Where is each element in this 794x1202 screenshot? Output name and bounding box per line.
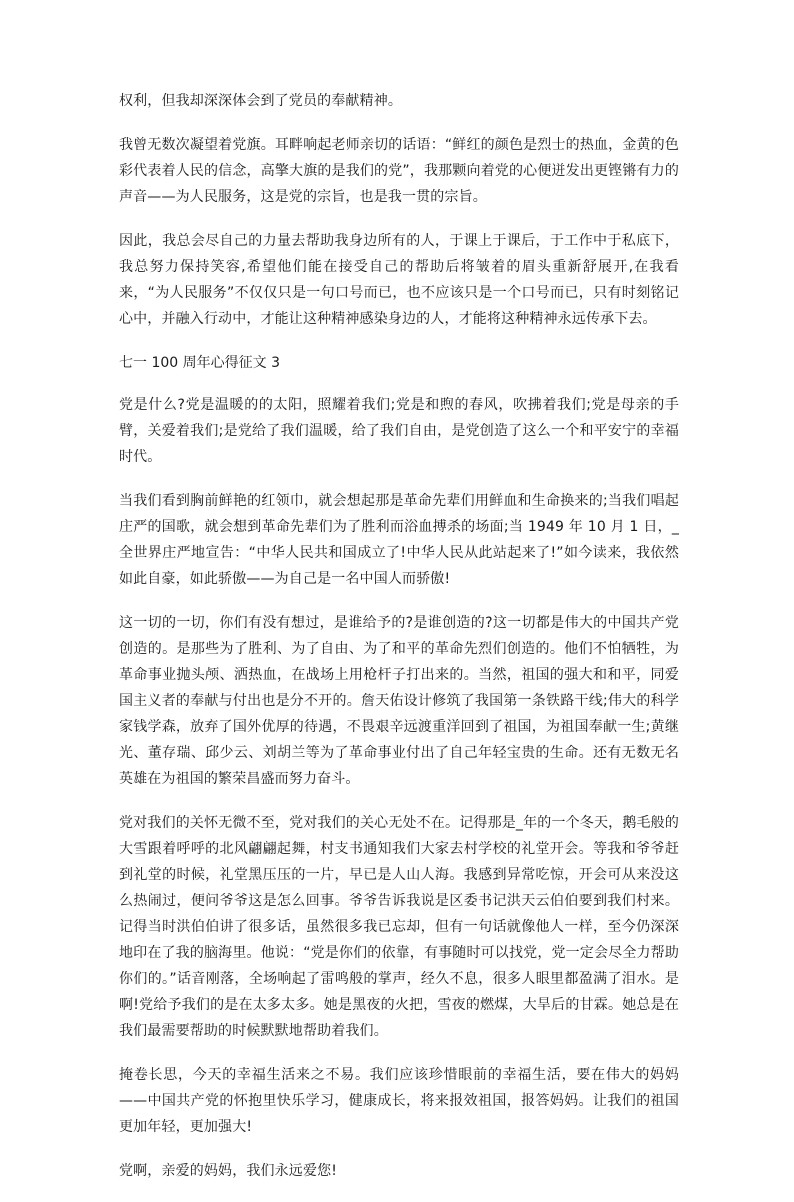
paragraph: 因此，我总会尽自己的力量去帮助我身边所有的人，于课上于课后，于工作中于私底下，我总努力保持笑容,希望他们能在接受自己的帮助后将皱着的眉头重新舒展开,在我看来，“为人民服务”不仅仅只是一句口号而已，也不应该只是一个口号而已，只有时刻铭记心中，并融入行动中，才能让这种精神感染身边的人，才能将这种精神永远传承下去。 (119, 233, 679, 327)
paragraph: 我曾无数次凝望着党旗。耳畔响起老师亲切的话语：“鲜红的颜色是烈士的热血，金黄的色彩代表着人民的信念，高擎大旗的是我们的党”，我那颗向着党的心便迸发出更铿锵有力的声音——为人民服务，这是党的宗旨，也是我一贯的宗旨。 (119, 137, 679, 205)
paragraph: 当我们看到胸前鲜艳的红领巾，就会想起那是革命先辈们用鲜血和生命换来的;当我们唱起庄严的国歌，就会想到革命先辈们为了胜利而浴血搏杀的场面;当 1949 年 10 月 1 日，_全世界庄严地宣告：“中华人民共和国成立了!中华人民从此站起来了!”如今读来，我依然如此自豪，如此骄傲——为自己是一名中国人而骄傲! (119, 493, 679, 587)
paragraph: 党啊，亲爱的妈妈，我们永远爱您! (119, 1163, 338, 1179)
document-body (119, 88, 679, 1202)
paragraph: 这一切的一切，你们有没有想过，是谁给予的?是谁创造的?这一切都是伟大的中国共产党创造的。是那些为了胜利、为了自由、为了和平的革命先烈们创造的。他们不怕牺牲，为革命事业抛头颅、洒热血，在战场上用枪杆子打出来的。当然，祖国的强大和和平，同爱国主义者的奉献与付出也是分不开的。詹天佑设计修筑了我国第一条铁路干线;伟大的科学家钱学森，放弃了国外优厚的待遇，不畏艰辛远渡重洋回到了祖国，为祖国奉献一生;黄继光、董存瑞、邱少云、刘胡兰等为了革命事业付出了自己年轻宝贵的生命。还有无数无名英雄在为祖国的繁荣昌盛而努力奋斗。 (119, 615, 679, 787)
paragraph: 党对我们的关怀无微不至，党对我们的关心无处不在。记得那是_年的一个冬天，鹅毛般的大雪跟着呼呼的北风翩翩起舞，村支书通知我们大家去村学校的礼堂开会。等我和爷爷赶到礼堂的时候，礼堂黑压压的一片，早已是人山人海。我感到异常吃惊，开会可从来没这么热闹过，便问爷爷这是怎么回事。爷爷告诉我说是区委书记洪天云伯伯要到我们村来。记得当时洪伯伯讲了很多话，虽然很多我已忘却，但有一句话就像他人一样，至今仍深深地印在了我的脑海里。他说：“党是你们的依靠，有事随时可以找党，党一定会尽全力帮助你们的。”话音刚落，全场响起了雷鸣般的掌声，经久不息，很多人眼里都盈满了泪水。是啊!党给予我们的是在太多太多。她是黑夜的火把，雪夜的燃煤，大旱后的甘霖。她总是在我们最需要帮助的时候默默地帮助着我们。 (119, 815, 679, 1039)
paragraph: 掩卷长思，今天的幸福生活来之不易。我们应该珍惜眼前的幸福生活，要在伟大的妈妈——中国共产党的怀抱里快乐学习，健康成长，将来报效祖国，报答妈妈。让我们的祖国更加年轻，更加强大! (119, 1067, 679, 1135)
section-title: 七一 100 周年心得征文 3 (119, 355, 280, 371)
paragraph: 党是什么?党是温暖的的太阳，照耀着我们;党是和煦的春风，吹拂着我们;党是母亲的手臂，关爱着我们;是党给了我们温暖，给了我们自由，是党创造了这么一个和平安宁的幸福时代。 (119, 397, 679, 465)
paragraph: 权利，但我却深深体会到了党员的奉献精神。 (119, 93, 402, 109)
